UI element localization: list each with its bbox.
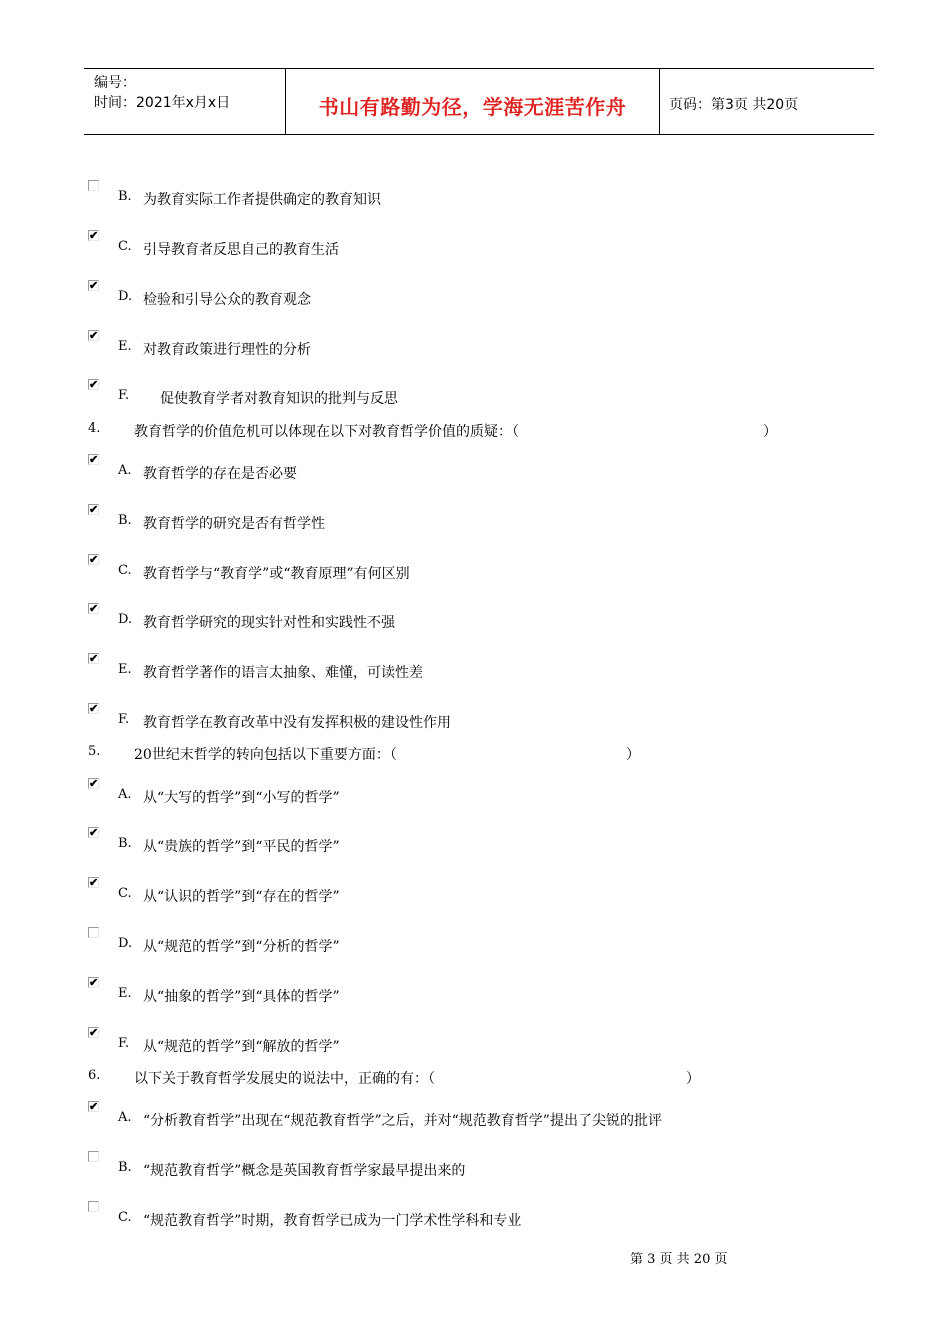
option-letter: C. (118, 239, 132, 254)
option-text: 教育哲学著作的语言太抽象、难懂，可读性差 (143, 665, 423, 681)
header-motto: 书山有路勤为径，学海无涯苦作舟 (318, 95, 627, 119)
checkbox-icon[interactable] (88, 653, 99, 664)
question-text: 20世纪末哲学的转向包括以下重要方面：（ (134, 747, 397, 763)
option-text: 教育哲学与“教育学”或“教育原理”有何区别 (143, 566, 410, 582)
option-letter: A. (118, 1110, 132, 1125)
checkbox-icon[interactable] (88, 927, 99, 938)
option-letter: F. (118, 1036, 130, 1051)
option-letter: B. (118, 1160, 132, 1175)
option-text: “规范教育哲学”概念是英国教育哲学家最早提出来的 (143, 1163, 466, 1179)
header-page-label: 页码：第3页 共20页 (669, 97, 799, 113)
option-item (0, 886, 950, 910)
option-text: 从“贵族的哲学”到“平民的哲学” (143, 839, 340, 855)
option-text: 教育哲学研究的现实针对性和实践性不强 (143, 615, 395, 631)
checkbox-icon[interactable] (88, 1101, 99, 1112)
number-label: 编号： (94, 75, 136, 91)
option-text: 从“认识的哲学”到“存在的哲学” (143, 889, 340, 905)
option-text: “分析教育哲学”出现在“规范教育哲学”之后，并对“规范教育哲学”提出了尖锐的批评 (143, 1113, 662, 1129)
option-letter: F. (118, 712, 130, 727)
option-text: 教育哲学的研究是否有哲学性 (143, 516, 325, 532)
option-text: 从“抽象的哲学”到“具体的哲学” (143, 989, 340, 1005)
option-letter: C. (118, 1210, 132, 1225)
option-item (0, 339, 950, 363)
question-stem (0, 744, 950, 768)
question-text: 教育哲学的价值危机可以体现在以下对教育哲学价值的质疑：（ (134, 424, 519, 440)
option-text: 从“大写的哲学”到“小写的哲学” (143, 790, 340, 806)
option-letter: E. (118, 986, 132, 1001)
checkbox-icon[interactable] (88, 827, 99, 838)
option-letter: D. (118, 612, 133, 627)
option-item (0, 1160, 950, 1184)
option-item (0, 986, 950, 1010)
checkbox-icon[interactable] (88, 877, 99, 888)
option-letter: B. (118, 513, 132, 528)
option-item (0, 612, 950, 636)
time-label: 时间：2021年x月x日 (94, 95, 231, 111)
checkbox-icon[interactable] (88, 977, 99, 988)
checkbox-icon[interactable] (88, 280, 99, 291)
option-letter: E. (118, 339, 132, 354)
option-letter: F. (118, 388, 130, 403)
question-close-paren: ） (626, 747, 640, 763)
checkbox-icon[interactable] (88, 454, 99, 465)
checkbox-icon[interactable] (88, 379, 99, 390)
option-item (0, 1036, 950, 1060)
option-letter: D. (118, 289, 133, 304)
option-letter: E. (118, 662, 132, 677)
option-text: “规范教育哲学”时期，教育哲学已成为一门学术性学科和专业 (143, 1213, 522, 1229)
option-text: 教育哲学的存在是否必要 (143, 466, 297, 482)
option-text: 检验和引导公众的教育观念 (143, 292, 311, 308)
option-text: 对教育政策进行理性的分析 (143, 342, 311, 358)
question-close-paren: ） (763, 424, 777, 440)
option-text: 教育哲学在教育改革中没有发挥积极的建设性作用 (143, 715, 451, 731)
option-letter: B. (118, 836, 132, 851)
option-letter: C. (118, 886, 132, 901)
checkbox-icon[interactable] (88, 504, 99, 515)
question-number: 4. (88, 421, 101, 436)
question-number: 6. (88, 1068, 101, 1083)
option-item (0, 836, 950, 860)
question-stem (0, 421, 950, 445)
option-text: 促使教育学者对教育知识的批判与反思 (160, 391, 398, 407)
checkbox-icon[interactable] (88, 330, 99, 341)
checkbox-icon[interactable] (88, 180, 99, 191)
question-number: 5. (88, 744, 101, 759)
checkbox-icon[interactable] (88, 554, 99, 565)
option-item (0, 936, 950, 960)
checkbox-icon[interactable] (88, 1151, 99, 1162)
option-item (0, 1110, 950, 1134)
option-text: 从“规范的哲学”到“分析的哲学” (143, 939, 340, 955)
option-item (0, 289, 950, 313)
option-text: 为教育实际工作者提供确定的教育知识 (143, 192, 381, 208)
option-item (0, 662, 950, 686)
header-meta (94, 73, 230, 113)
option-text: 引导教育者反思自己的教育生活 (143, 242, 339, 258)
question-stem (0, 1068, 950, 1092)
option-letter: D. (118, 936, 133, 951)
checkbox-icon[interactable] (88, 703, 99, 714)
option-item (0, 463, 950, 487)
option-item (0, 1210, 950, 1234)
document-header (84, 68, 874, 135)
checkbox-icon[interactable] (88, 1027, 99, 1038)
checkbox-icon[interactable] (88, 1201, 99, 1212)
option-item (0, 787, 950, 811)
option-item (0, 189, 950, 213)
checkbox-icon[interactable] (88, 778, 99, 789)
option-item (0, 513, 950, 537)
option-text: 从“规范的哲学”到“解放的哲学” (143, 1039, 340, 1055)
option-letter: A. (118, 787, 132, 802)
checkbox-icon[interactable] (88, 230, 99, 241)
question-close-paren: ） (686, 1071, 700, 1087)
question-text: 以下关于教育哲学发展史的说法中，正确的有：（ (134, 1071, 435, 1087)
option-letter: B. (118, 189, 132, 204)
option-item (0, 239, 950, 263)
option-item (0, 563, 950, 587)
option-letter: A. (118, 463, 132, 478)
checkbox-icon[interactable] (88, 603, 99, 614)
page-footer: 第 3 页 共 20 页 (630, 1252, 728, 1267)
option-item (0, 712, 950, 736)
option-item (0, 388, 950, 412)
option-letter: C. (118, 563, 132, 578)
